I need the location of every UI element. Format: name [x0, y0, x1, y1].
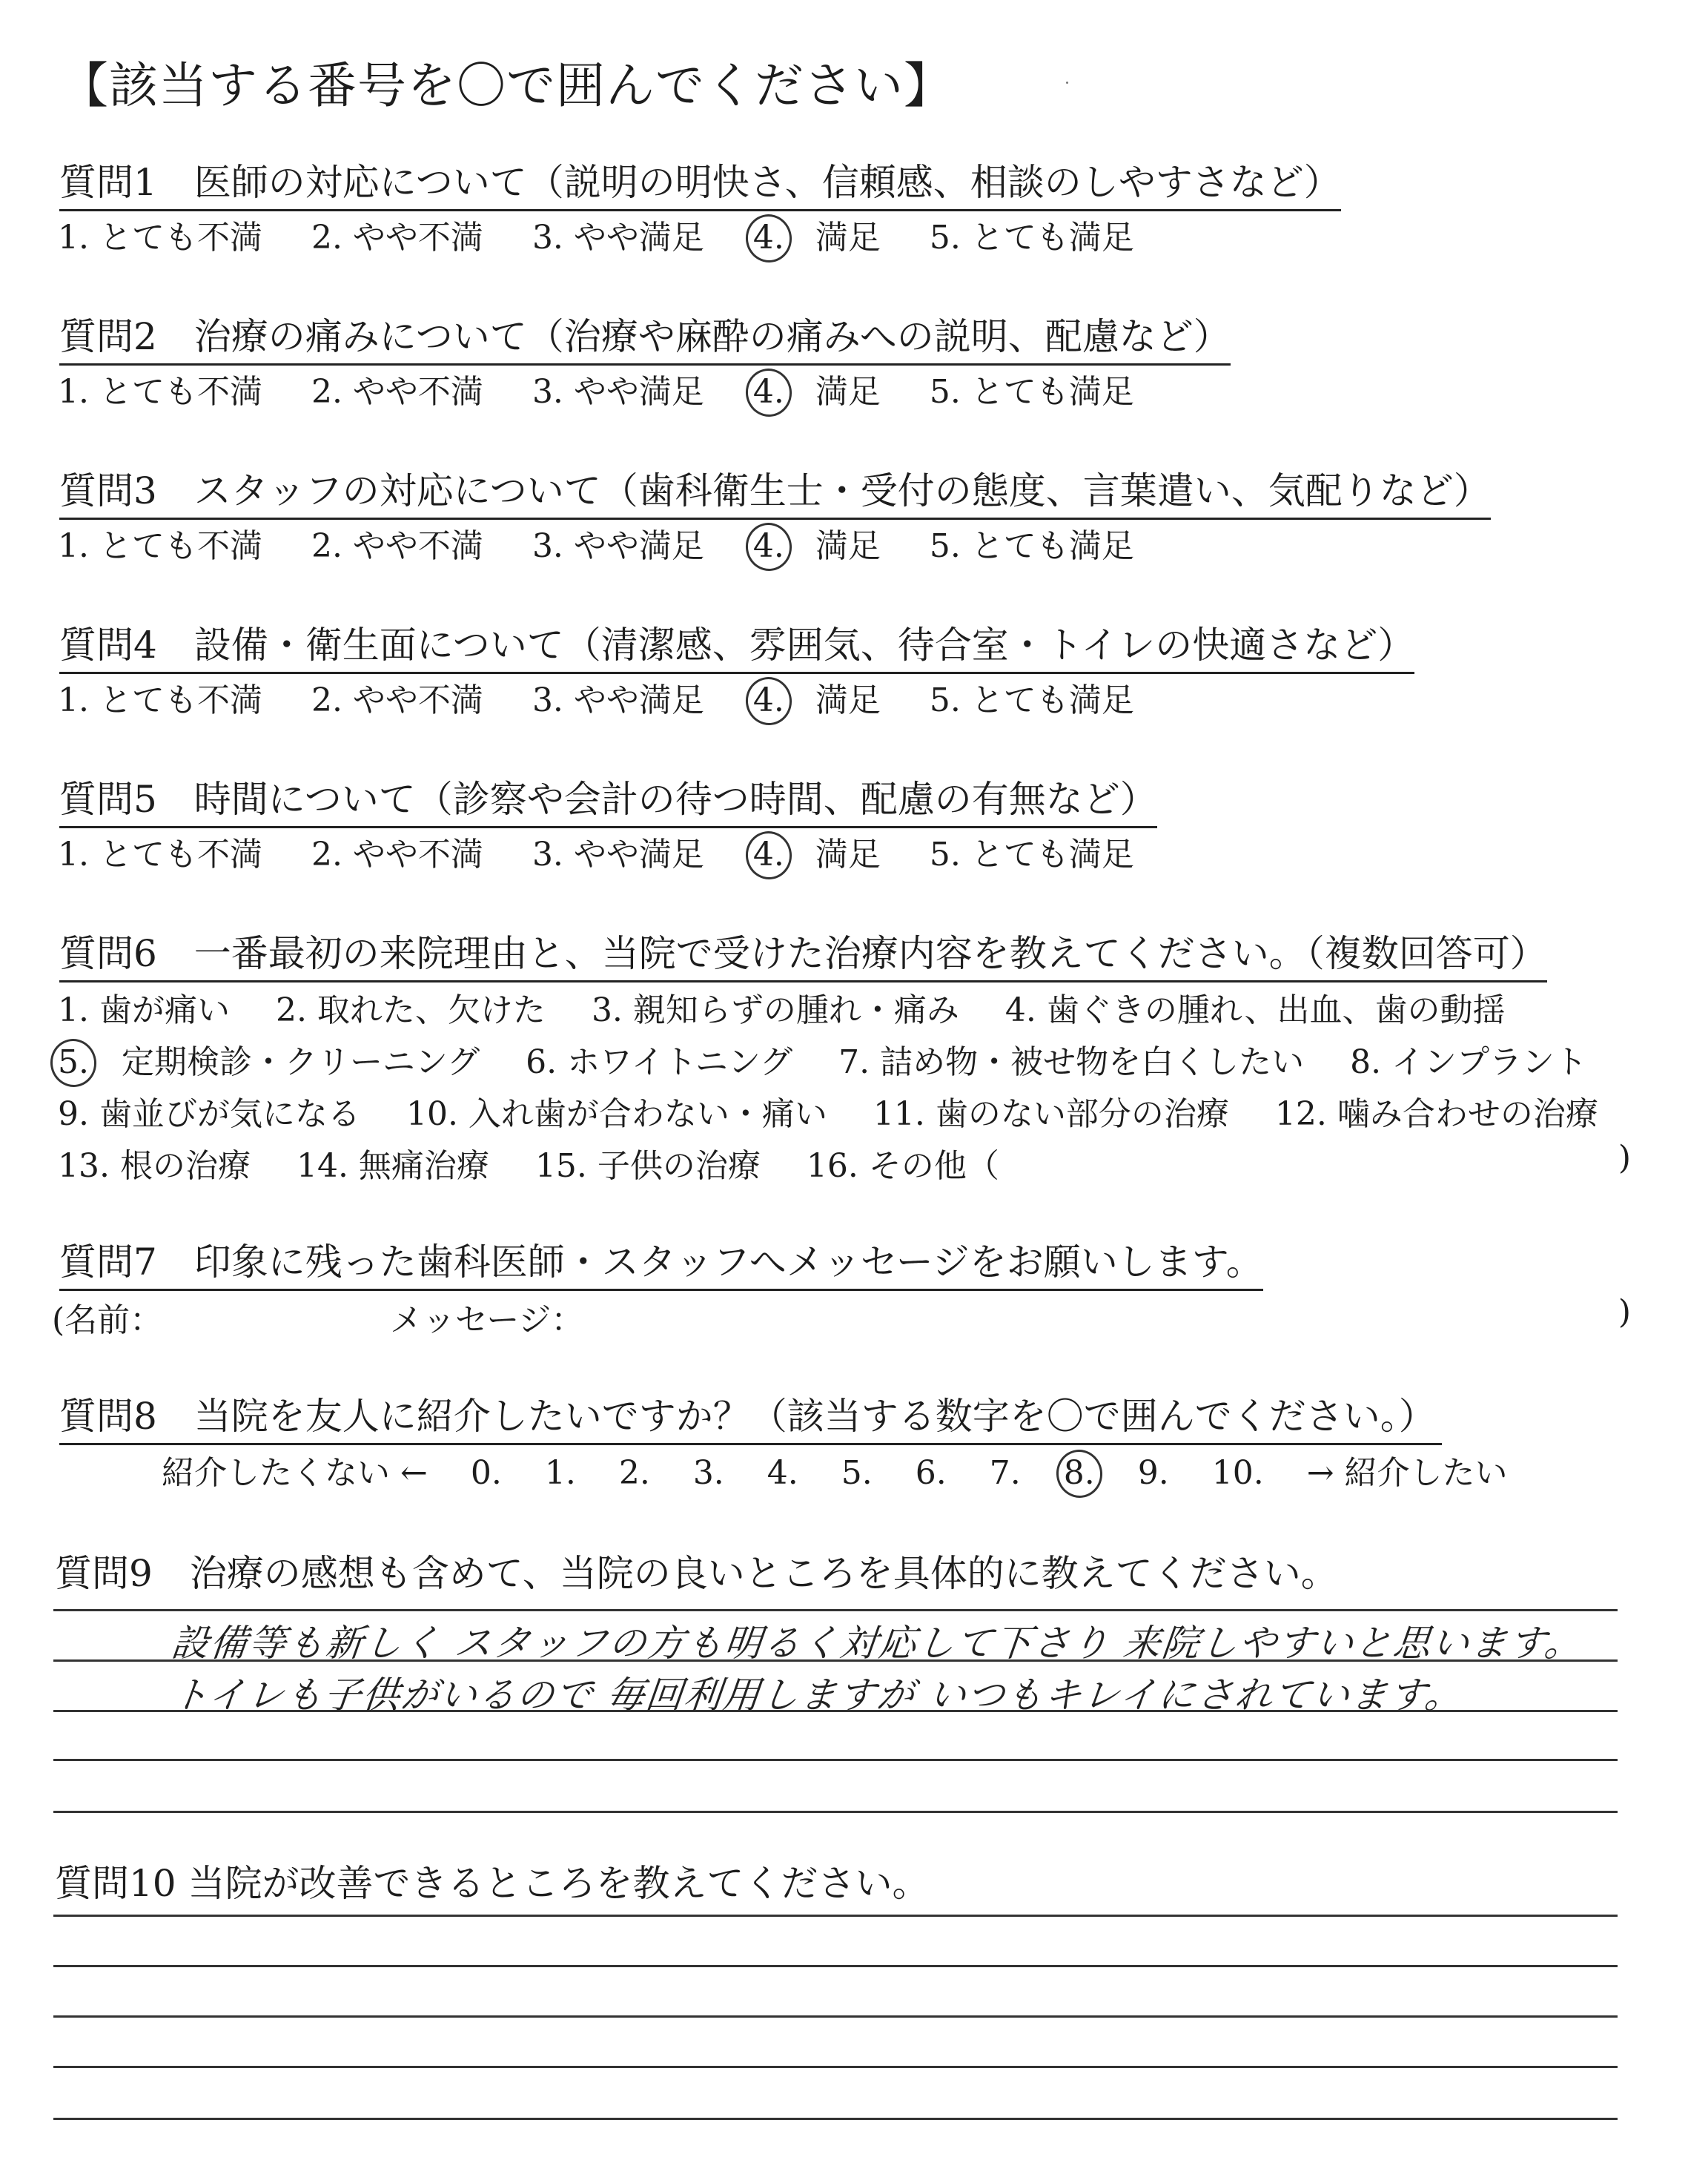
option-3[interactable]: 3. やや満足 — [532, 219, 704, 257]
q6-row-4 — [58, 1139, 1035, 1186]
q6-option[interactable]: 14. 無痛治療 — [296, 1147, 489, 1185]
option-5[interactable]: 5. とても満足 — [929, 836, 1134, 873]
option-5[interactable]: 5. とても満足 — [929, 373, 1134, 411]
q9-title: 質問9 治療の感想も含めて、当院の良いところを具体的に教えてください。 — [55, 1552, 1338, 1595]
q8-value[interactable]: 0. — [470, 1454, 502, 1492]
q4-options — [58, 673, 1173, 721]
q6-option[interactable]: 7. 詰め物・被せ物を白くしたい — [838, 1043, 1305, 1081]
option-2[interactable]: 2. やや不満 — [311, 373, 483, 411]
q8-left-label: 紹介したくない ← — [162, 1454, 428, 1492]
q6-other-close: ) — [1618, 1139, 1631, 1177]
answer-line — [53, 1915, 1618, 1917]
q6-option[interactable]: 11. 歯のない部分の治療 — [873, 1095, 1229, 1133]
option-4-label: 満足 — [815, 836, 881, 873]
q10-title: 質問10 当院が改善できるところを教えてください。 — [55, 1862, 930, 1905]
q2-title: 質問2 治療の痛みについて（治療や麻酔の痛みへの説明、配慮など） — [59, 307, 1231, 366]
option-2[interactable]: 2. やや不満 — [311, 836, 483, 873]
q8-right-label: → 紹介したい — [1306, 1454, 1508, 1492]
q6-option[interactable]: 2. 取れた、欠けた — [275, 991, 546, 1029]
q6-option[interactable]: 16. その他（ — [806, 1147, 999, 1185]
q2-options — [58, 365, 1173, 412]
q8-value[interactable]: 2. — [618, 1454, 650, 1492]
q6-option[interactable]: 定期検診・クリーニング — [121, 1043, 480, 1081]
q8-value[interactable]: 10. — [1211, 1454, 1264, 1492]
option-2[interactable]: 2. やや不満 — [311, 681, 483, 719]
option-4-label: 満足 — [815, 527, 881, 565]
option-1[interactable]: 1. とても不満 — [58, 836, 262, 873]
q1-title: 質問1 医師の対応について（説明の明快さ、信頼感、相談のしやすさなど） — [59, 153, 1341, 211]
q3-title: 質問3 スタッフの対応について（歯科衛生士・受付の態度、言葉遣い、気配りなど） — [59, 461, 1491, 520]
q6-option[interactable]: 15. 子供の治療 — [534, 1147, 761, 1185]
page-header: 【該当する番号を〇で囲んでください】 — [59, 57, 953, 114]
q7-close: ) — [1618, 1293, 1631, 1331]
q6-option-5-circled[interactable]: 5. — [58, 1043, 89, 1081]
q8-scale — [162, 1446, 1540, 1493]
answer-line — [53, 1811, 1618, 1813]
q6-row-3 — [58, 1087, 1634, 1135]
q6-option[interactable]: 10. 入れ歯が合わない・痛い — [406, 1095, 827, 1133]
answer-line — [53, 2066, 1618, 2068]
q9-handwritten-line-1[interactable]: 設備等も新しく スタッフの方も明るく対応して下さり 来院しやすいと思います。 — [169, 1622, 1586, 1665]
answer-line — [53, 2015, 1618, 2018]
q8-value[interactable]: 6. — [915, 1454, 947, 1492]
q9-handwritten-line-2[interactable]: トイレも子供がいるので 毎回利用しますが いつもキレイにされています。 — [169, 1674, 1466, 1717]
option-1[interactable]: 1. とても不満 — [58, 681, 262, 719]
option-3[interactable]: 3. やや満足 — [532, 836, 704, 873]
q6-option[interactable]: 8. インプラント — [1350, 1043, 1588, 1081]
option-4-circled[interactable]: 4. — [752, 836, 784, 873]
option-4-label: 満足 — [815, 681, 881, 719]
option-2[interactable]: 2. やや不満 — [311, 219, 483, 257]
option-1[interactable]: 1. とても不満 — [58, 219, 262, 257]
option-2[interactable]: 2. やや不満 — [311, 527, 483, 565]
q8-title: 質問8 当院を友人に紹介したいですか？（該当する数字を〇で囲んでください。） — [59, 1387, 1442, 1445]
answer-line — [53, 1609, 1618, 1611]
q8-value[interactable]: 7. — [989, 1454, 1021, 1492]
option-3[interactable]: 3. やや満足 — [532, 373, 704, 411]
answer-line — [53, 1965, 1618, 1967]
option-3[interactable]: 3. やや満足 — [532, 681, 704, 719]
q6-option[interactable]: 3. 親知らずの腫れ・痛み — [591, 991, 959, 1029]
answer-line — [53, 1759, 1618, 1761]
option-5[interactable]: 5. とても満足 — [929, 681, 1134, 719]
option-5[interactable]: 5. とても満足 — [929, 527, 1134, 565]
q8-value-circled[interactable]: 8. — [1063, 1454, 1095, 1492]
q5-options — [58, 828, 1173, 875]
q8-value[interactable]: 9. — [1137, 1454, 1169, 1492]
q6-option[interactable]: 6. ホワイトニング — [526, 1043, 793, 1081]
q6-option[interactable]: 13. 根の治療 — [58, 1147, 251, 1185]
option-4-circled[interactable]: 4. — [752, 373, 784, 411]
q4-title: 質問4 設備・衛生面について（清潔感、雰囲気、待合室・トイレの快適さなど） — [59, 615, 1414, 674]
q8-value[interactable]: 3. — [692, 1454, 724, 1492]
q6-option[interactable]: 1. 歯が痛い — [58, 991, 230, 1029]
option-4-circled[interactable]: 4. — [752, 681, 784, 719]
q8-value[interactable]: 1. — [544, 1454, 576, 1492]
scan-speck — [1066, 82, 1068, 84]
option-1[interactable]: 1. とても不満 — [58, 373, 262, 411]
q8-value[interactable]: 5. — [841, 1454, 873, 1492]
q6-option[interactable]: 4. 歯ぐきの腫れ、出血、歯の動揺 — [1004, 991, 1506, 1029]
q3-options — [58, 519, 1173, 567]
option-1[interactable]: 1. とても不満 — [58, 527, 262, 565]
option-5[interactable]: 5. とても満足 — [929, 219, 1134, 257]
option-4-circled[interactable]: 4. — [752, 219, 784, 257]
answer-line — [53, 2118, 1618, 2120]
option-4-circled[interactable]: 4. — [752, 527, 784, 565]
q6-row-1 — [58, 983, 1541, 1031]
q6-row-2 — [58, 1035, 1623, 1083]
option-3[interactable]: 3. やや満足 — [532, 527, 704, 565]
q7-message-label: メッセージ： — [390, 1301, 584, 1339]
option-4-label: 満足 — [815, 373, 881, 411]
q7-name-label: (名前： — [52, 1301, 163, 1339]
q1-options — [58, 211, 1173, 258]
q8-value[interactable]: 4. — [767, 1454, 798, 1492]
q5-title: 質問5 時間について（診察や会計の待つ時間、配慮の有無など） — [59, 770, 1157, 828]
option-4-label: 満足 — [815, 219, 881, 257]
q7-title: 質問7 印象に残った歯科医師・スタッフへメッセージをお願いします。 — [59, 1232, 1263, 1291]
q6-option[interactable]: 9. 歯並びが気になる — [58, 1095, 360, 1133]
q6-title: 質問6 一番最初の来院理由と、当院で受けた治療内容を教えてください。（複数回答可） — [59, 924, 1547, 982]
q6-option[interactable]: 12. 噛み合わせの治療 — [1274, 1095, 1598, 1133]
